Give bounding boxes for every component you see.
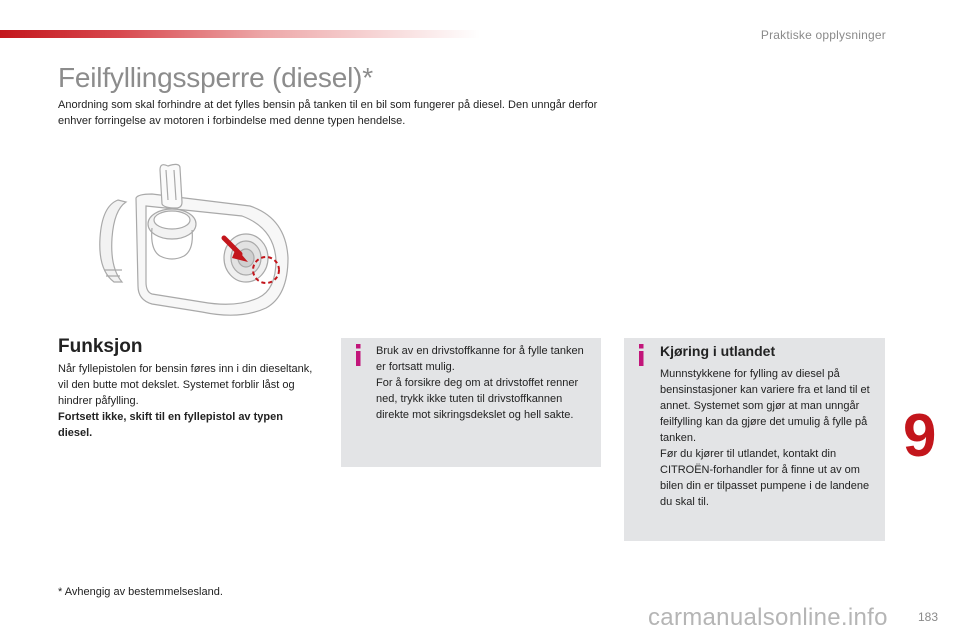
info-box-driving-abroad-text [660,366,875,510]
chapter-number: 9 [903,402,937,469]
funksjon-text: Når fyllepistolen for bensin føres inn i din dieseltank, vil den butte mot dekslet. Systemet forblir låst og hindrer påfylling. [58,363,313,407]
info-box-driving-abroad-heading: Kjøring i utlandet [660,343,776,359]
intro-paragraph: Anordning som skal forhindre at det fylles bensin på tanken til en bil som fungerer på diesel. Den unngår derfor enhver forringelse av motoren i forbindelse med denne typen hendelse. [58,99,598,127]
funksjon-warning: Fortsett ikke, skift til en fyllepistol av typen diesel. [58,411,283,439]
watermark: carmanualsonline.info [648,604,888,631]
funksjon-body [58,361,320,441]
info-box-fuel-can-line-2: For å forsikre deg om at drivstoffet renner ned, trykk ikke tuten til drivstoffkannen direkte mot sikringsdekslet og hell sakte. [376,377,579,421]
header-accent-bar [0,30,480,38]
page-title: Feilfyllingssperre (diesel)* [58,62,373,93]
page-number: 183 [917,610,938,624]
info-icon [351,344,365,366]
footnote: * Avhengig av bestemmelsesland. [58,586,223,598]
info-box-driving-abroad-line-2: Før du kjører til utlandet, kontakt din CITROËN-forhandler for å finne ut av om bilen din er tilpasset pumpene i de landene du skal til. [660,448,870,508]
info-box-driving-abroad-line-1: Munnstykkene for fylling av diesel på bensinstasjoner kan variere fra et land til et annet. Systemet som gjør at man unngår feilfylling kan da gjøre det umulig å fylle på tanken. [660,368,870,444]
fuel-filler-illustration [90,158,300,323]
info-icon [634,344,648,366]
section-heading-funksjon: Funksjon [58,336,143,357]
info-box-fuel-can-line-1: Bruk av en drivstoffkanne for å fylle tanken er fortsatt mulig. [376,345,584,373]
info-box-driving-abroad [624,338,885,541]
section-header: Praktiske opplysninger [760,28,886,42]
info-box-fuel-can-text [376,343,591,423]
info-box-fuel-can [341,338,601,467]
